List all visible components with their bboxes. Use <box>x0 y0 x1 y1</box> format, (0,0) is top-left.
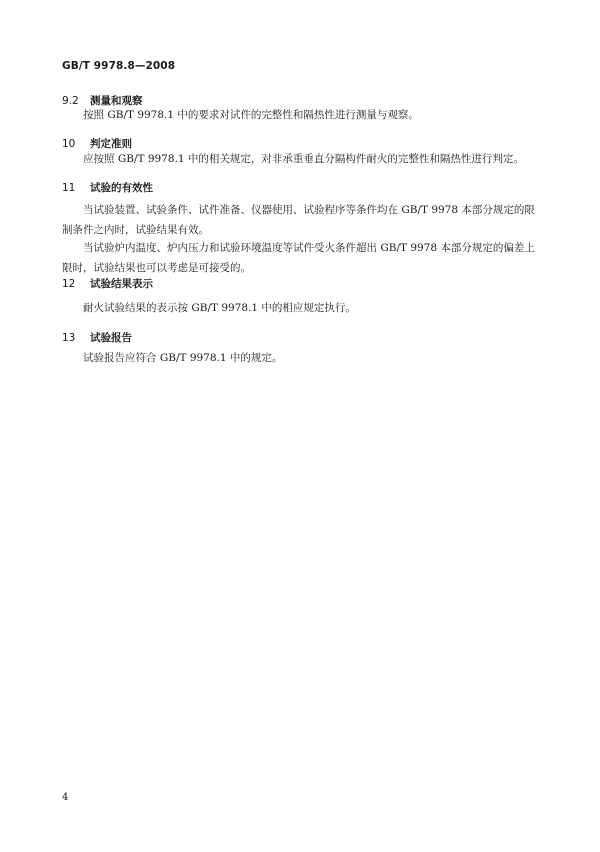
document-code-header: GB/T 9978.8—2008 <box>62 60 176 72</box>
section-number: 13 <box>62 332 76 344</box>
section-number: 9.2 <box>62 95 79 107</box>
section-paragraph: 按照 GB/T 9978.1 中的要求对试件的完整性和隔热性进行测量与观察。 <box>83 109 419 121</box>
section-paragraph: 当试验装置、试验条件、试件准备、仪器使用、试验程序等条件均在 GB/T 9978 本部分规定的限制条件之内时，试验结果有效。 <box>62 204 535 236</box>
section-title: 试验结果表示 <box>90 278 153 290</box>
page-number: 4 <box>62 792 69 803</box>
section-number: 12 <box>62 278 76 290</box>
section-number: 10 <box>62 138 76 150</box>
section-heading-12 <box>62 276 153 291</box>
section-title: 判定准则 <box>90 138 132 150</box>
section-heading-11 <box>62 180 153 195</box>
section-paragraph: 试验报告应符合 GB/T 9978.1 中的规定。 <box>83 352 283 364</box>
section-title: 试验报告 <box>90 332 132 344</box>
section-paragraph: 应按照 GB/T 9978.1 中的相关规定，对非承重垂直分隔构件耐火的完整性和隔热性进行判定。 <box>83 153 524 165</box>
section-title: 试验的有效性 <box>90 182 153 194</box>
section-heading-13 <box>62 330 132 345</box>
section-number: 11 <box>62 182 76 194</box>
section-title: 测量和观察 <box>90 95 143 107</box>
section-paragraph: 耐火试验结果的表示按 GB/T 9978.1 中的相应规定执行。 <box>83 302 356 314</box>
section-paragraph: 当试验炉内温度、炉内压力和试验环境温度等试件受火条件超出 GB/T 9978 本部分规定的偏差上限时，试验结果也可以考虑是可接受的。 <box>62 242 535 274</box>
